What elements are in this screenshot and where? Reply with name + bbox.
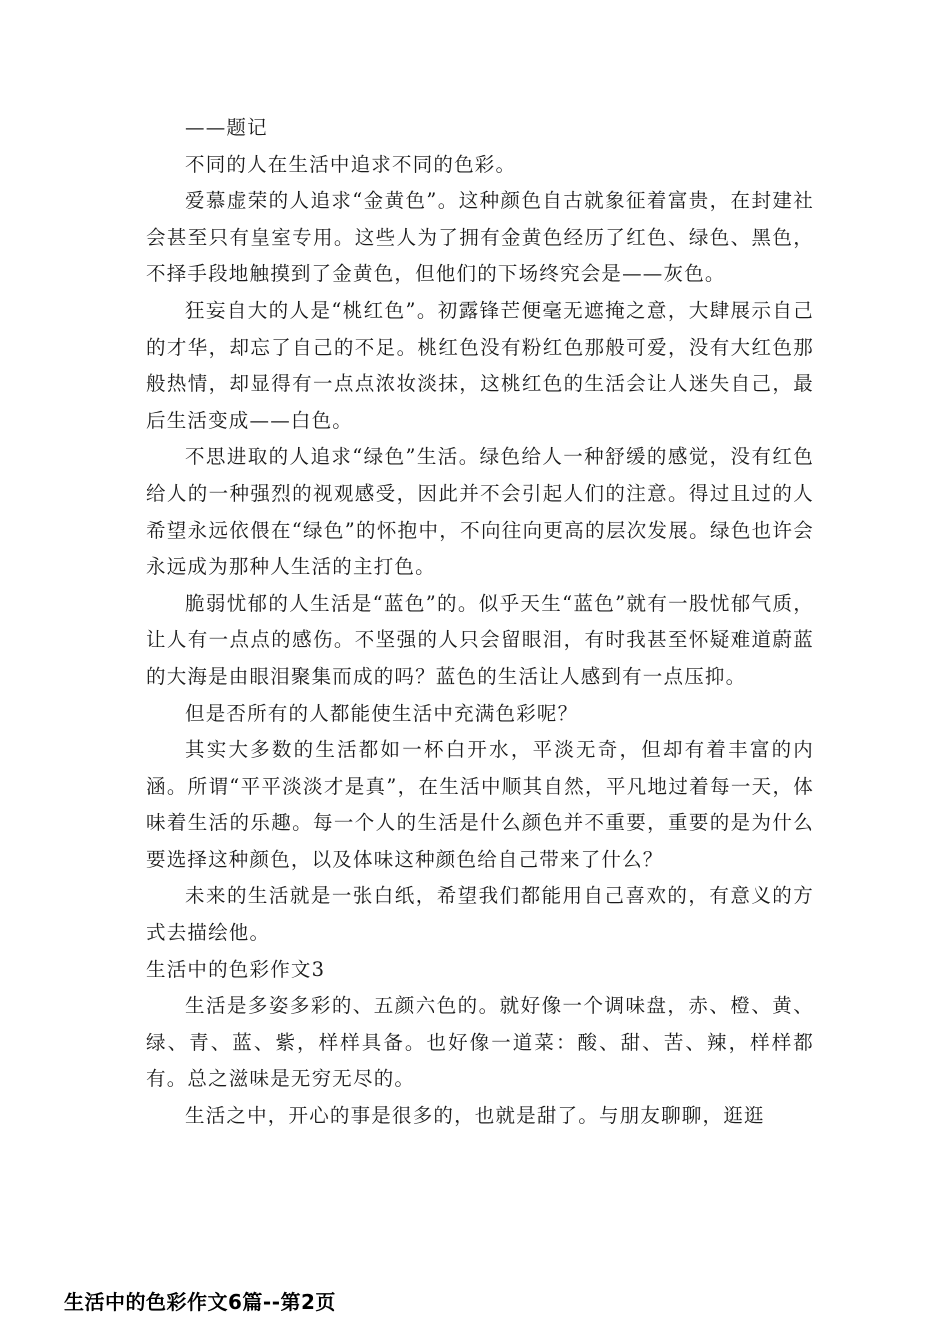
paragraph: 生活是多姿多彩的、五颜六色的。就好像一个调味盘，赤、橙、黄、绿、青、蓝、紫，样样具备。也好像一道菜：酸、甜、苦、辣，样样都有。总之滋味是无穷无尽的。	[146, 994, 814, 1091]
paragraph: 爱慕虚荣的人追求“金黄色”。这种颜色自古就象征着富贵，在封建社会甚至只有皇室专用。这些人为了拥有金黄色经历了红色、绿色、黑色，不择手段地触摸到了金黄色，但他们的下场终究会是——灰色。	[146, 189, 814, 286]
paragraph: 生活之中，开心的事是很多的，也就是甜了。与朋友聊聊，逛逛	[185, 1104, 765, 1128]
paragraph: 狂妄自大的人是“桃红色”。初露锋芒便毫无遮掩之意，大肆展示自己的才华，却忘了自己的不足。桃红色没有粉红色那般可爱，没有大红色那般热情，却显得有一点点浓妆淡抹，这桃红色的生活会让人迷失自己，最后生活变成——白色。	[146, 298, 814, 432]
paragraph: 但是否所有的人都能使生活中充满色彩呢？	[185, 701, 579, 725]
paragraph: 不同的人在生活中追求不同的色彩。	[185, 152, 517, 176]
section-title: 生活中的色彩作文3	[146, 957, 326, 981]
paragraph: 脆弱忧郁的人生活是“蓝色”的。似乎天生“蓝色”就有一股忧郁气质，让人有一点点的感伤。不坚强的人只会留眼泪，有时我甚至怀疑难道蔚蓝的大海是由眼泪聚集而成的吗？蓝色的生活让人感到有一点压抑。	[146, 591, 814, 688]
paragraph: 不思进取的人追求“绿色”生活。绿色给人一种舒缓的感觉，没有红色给人的一种强烈的视观感受，因此并不会引起人们的注意。得过且过的人希望永远依偎在“绿色”的怀抱中，不向往向更高的层次发展。绿色也许会永远成为那种人生活的主打色。	[146, 445, 814, 579]
page-footer: 生活中的色彩作文6篇--第2页	[64, 1290, 336, 1314]
article-body	[146, 110, 814, 1135]
paragraph: 其实大多数的生活都如一杯白开水，平淡无奇，但却有着丰富的内涵。所谓“平平淡淡才是真”，在生活中顺其自然，平凡地过着每一天，体味着生活的乐趣。每一个人的生活是什么颜色并不重要，重要的是为什么要选择这种颜色，以及体味这种颜色给自己带来了什么？	[146, 738, 814, 871]
epigraph-attribution: ——题记	[185, 116, 268, 139]
paragraph: 未来的生活就是一张白纸，希望我们都能用自己喜欢的，有意义的方式去描绘他。	[146, 884, 814, 945]
